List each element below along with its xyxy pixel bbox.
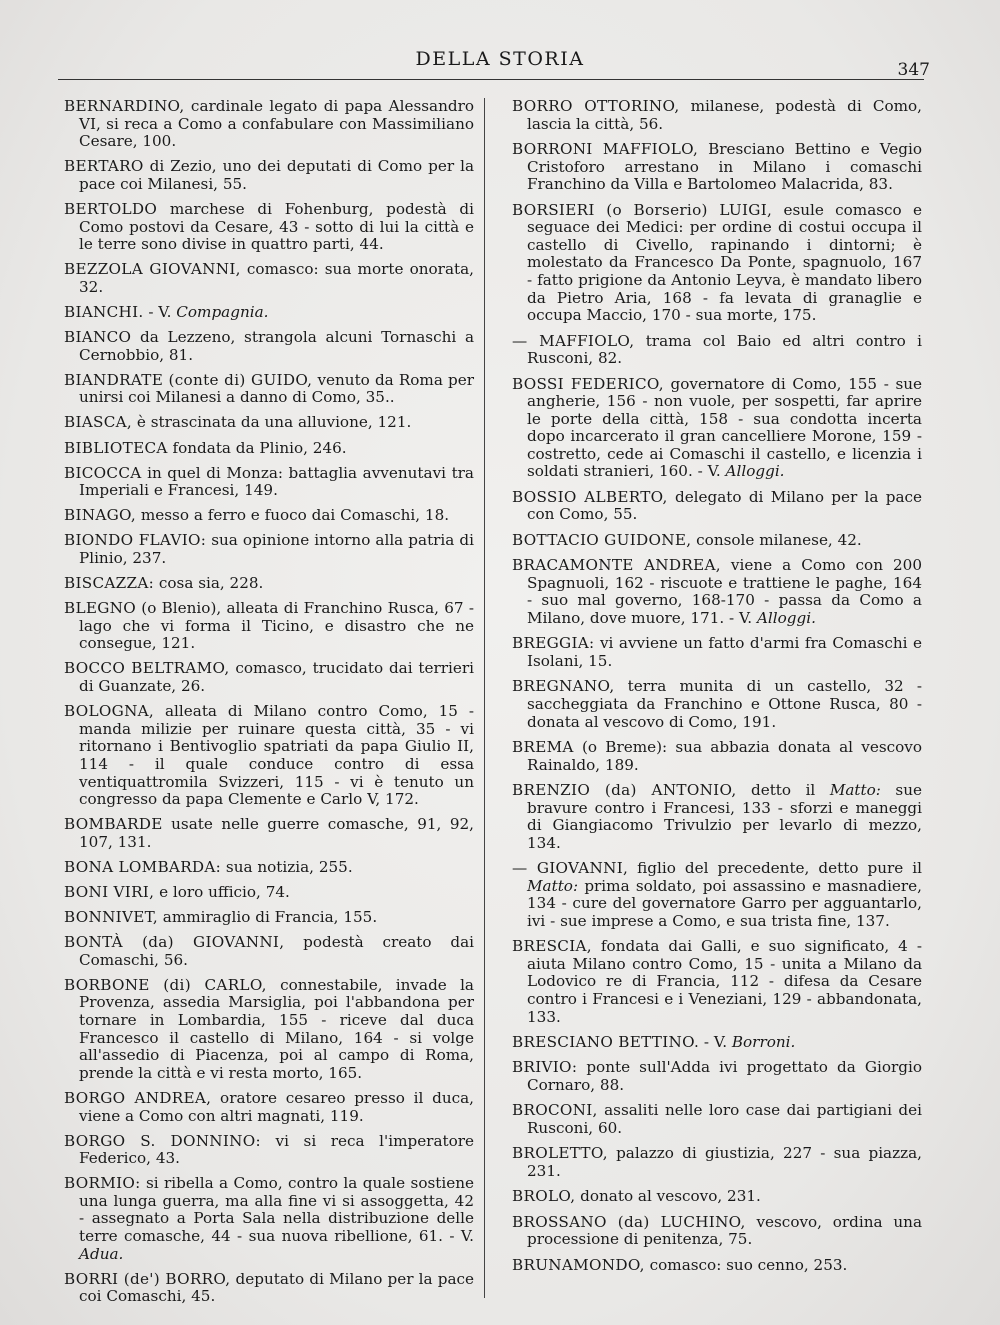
index-entry (512, 333, 922, 368)
page-number: 347 (897, 60, 930, 80)
index-entry (64, 414, 474, 432)
index-entry (64, 372, 474, 407)
index-entry (512, 98, 922, 133)
index-entry (64, 261, 474, 296)
index-entry (512, 1214, 922, 1249)
entry-headword: BIASCA, (64, 413, 133, 432)
entry-text: alleata di Milano contro Como, 15 - manda milizie per ruinare questa città, 35 - vi ritornano i Bentivoglio spatriati da papa Giulio II, 114 - il quale conduce contro di essa ventiquattromila Svizzeri, 115 - vi è tenuto un congresso da papa Clemente e Carlo V, 172. (79, 702, 474, 809)
entry-headword: BROCONI, (512, 1101, 598, 1120)
entry-headword: BERTOLDO (64, 199, 158, 218)
index-entry (64, 440, 474, 458)
index-entry (512, 1257, 922, 1275)
entry-text: marchese di Fohenburg, podestà di Como postovi da Cesare, 43 - sotto di lui la città e le terre sono divise in quattro parti, 44. (79, 199, 474, 254)
entry-headword: BRUNAMONDO, (512, 1255, 645, 1274)
index-entry (64, 329, 474, 364)
entry-text: (o Blenio), alleata di Franchino Rusca, 67 - lago che vi forma il Ticino, e disastro che ne consegue, 121. (79, 599, 474, 653)
index-entry (64, 977, 474, 1083)
entry-text: messo a ferro e fuoco dai Comaschi, 18. (136, 506, 450, 525)
entry-text: oratore cesareo presso il duca, viene a Como con altri magnati, 119. (79, 1088, 474, 1125)
entry-text: comasco: suo cenno, 253. (644, 1255, 848, 1274)
entry-headword: BORSIERI (o Borserio) LUIGI, (512, 200, 773, 219)
index-column-right (512, 98, 922, 1282)
entry-text: comasco, trucidato dai terrieri di Guanzate, 26. (79, 659, 474, 696)
entry-text: deputato di Milano per la pace coi Comaschi, 45. (79, 1269, 474, 1306)
index-entry (512, 1034, 922, 1052)
entry-text: sua notizia, 255. (221, 857, 353, 876)
entry-text: esule comasco e seguace dei Medici: per ordine di costui occupa il castello di Civello, rapinando i dintorni; è molestato da Francesco Da Ponte, spagnuolo, 167 - fatto prigione da Antonio Leyva, è mandato libero da Pietro Aria, 168 - fa levata di granaglie e occupa Maccio, 170 - sua morte, 175. (527, 200, 922, 325)
entry-headword: BERTARO (64, 157, 144, 176)
entry-text: detto il (736, 780, 830, 799)
index-entry (64, 1271, 474, 1306)
index-entry (64, 884, 474, 902)
entry-text: venuto da Roma per unirsi coi Milanesi a danno di Como, 35.. (79, 370, 474, 407)
entry-text: fondata dai Galli, e suo significato, 4 - aiuta Milano contro Como, 15 - unita a Milano da Lodovico re di Francia, 112 - difesa da Cesare contro i Francesi e i Veneziani, 129 - abbandonata, 133. (527, 937, 922, 1026)
index-entry (512, 1145, 922, 1180)
entry-headword: BORRI (de') BORRO, (64, 1269, 231, 1288)
index-entry (64, 816, 474, 851)
entry-text: console milanese, 42. (691, 530, 862, 549)
entry-headword: BORGO S. DONNINO: (64, 1131, 261, 1150)
index-entry (512, 202, 922, 325)
entry-headword: BIANCHI. (64, 302, 144, 321)
entry-text: cardinale legato di papa Alessandro VI, si reca a Como a confabulare con Massimiliano Cesare, 100. (79, 97, 474, 151)
column-divider (484, 98, 485, 1298)
entry-headword: BOCCO BELTRAMO, (64, 659, 230, 678)
entry-text: figlio del precedente, detto pure il (628, 859, 922, 878)
index-entry (64, 507, 474, 525)
entry-headword: — GIOVANNI, (512, 859, 629, 878)
entry-text: comasco: sua morte onorata, 32. (79, 260, 474, 296)
entry-headword: BIONDO FLAVIO: (64, 531, 207, 550)
index-entry (64, 1175, 474, 1263)
entry-text: si ribella a Como, contro la quale sostiene una lunga guerra, ma alla fine vi si assoggetta, 42 - assegnato a Porta Sala nella distribuzione delle terre comasche, 44 - sua nuova ribellione, 61. - V. (79, 1174, 474, 1246)
entry-headword: BROLO, (512, 1187, 576, 1206)
index-entry (512, 678, 922, 731)
index-entry (64, 532, 474, 567)
entry-text: assaliti nelle loro case dai partigiani dei Rusconi, 60. (527, 1101, 922, 1138)
entry-headword: BREGNANO, (512, 677, 615, 696)
entry-text: Bresciano Bettino e Vegio Cristoforo arrestano in Milano i comaschi Franchino da Villa e Bartolomeo Malacrida, 83. (527, 139, 922, 194)
entry-headword: BRACAMONTE ANDREA, (512, 556, 721, 575)
index-entry (512, 141, 922, 194)
entry-text: vescovo, ordina una processione di penitenza, 75. (527, 1212, 922, 1249)
entry-headword: BOSSI FEDERICO, (512, 374, 664, 393)
index-entry (512, 739, 922, 774)
entry-text: vi avviene un fatto d'armi fra Comaschi e Isolani, 15. (527, 634, 922, 670)
entry-text: palazzo di giustizia, 227 - sua piazza, 231. (527, 1144, 922, 1181)
index-entry (64, 98, 474, 151)
entry-text: podestà creato dai Comaschi, 56. (79, 933, 475, 969)
entry-headword: BERNARDINO, (64, 97, 185, 115)
index-entry (64, 304, 474, 322)
entry-cross-reference: Compagnia. (176, 302, 269, 321)
entry-headword: BROSSANO (da) LUCHINO, (512, 1212, 746, 1231)
entry-headword: BORRONI MAFFIOLO, (512, 139, 699, 158)
entry-text: terra munita di un castello, 32 - saccheggiata da Franchino e Ottone Rusca, 80 - donata al vescovo di Como, 191. (527, 677, 922, 731)
entry-headword: BREMA (512, 737, 574, 756)
entry-text: trama col Baio ed altri contro i Rusconi, 82. (527, 331, 922, 368)
entry-headword: BOMBARDE (64, 815, 163, 834)
index-entry (512, 782, 922, 852)
entry-headword: BRESCIANO BETTINO. (512, 1033, 700, 1052)
entry-headword: BROLETTO, (512, 1144, 608, 1163)
entry-text: donato al vescovo, 231. (575, 1187, 761, 1206)
entry-cross-reference: Adua. (79, 1244, 124, 1263)
entry-headword: BIBLIOTECA (64, 438, 168, 457)
entry-text: delegato di Milano per la pace con Como, 55. (527, 487, 922, 524)
entry-text: sua opinione intorno alla patria di Plinio, 237. (79, 531, 474, 567)
entry-headword: BEZZOLA GIOVANNI, (64, 260, 241, 279)
index-entry (64, 660, 474, 695)
entry-headword: BORRO OTTORINO, (512, 97, 680, 115)
entry-headword: BORGO ANDREA, (64, 1088, 212, 1107)
index-entry (512, 376, 922, 482)
entry-cross-reference: Matto: (829, 780, 881, 799)
index-entry (64, 575, 474, 593)
entry-headword: BICOCCA (64, 463, 142, 482)
index-entry (64, 703, 474, 809)
running-title: DELLA STORIA (415, 48, 585, 70)
entry-headword: BRESCIA, (512, 937, 592, 956)
entry-headword: BREGGIA: (512, 634, 595, 653)
index-entry (512, 635, 922, 670)
entry-text: (o Breme): sua abbazia donata al vescovo Rainaldo, 189. (527, 737, 922, 774)
entry-headword: BRENZIO (da) ANTONIO, (512, 780, 737, 799)
index-entry (64, 859, 474, 877)
entry-cross-reference: Alloggi. (756, 609, 816, 628)
entry-text: milanese, podestà di Como, lascia la città, 56. (527, 97, 922, 133)
entry-headword: BINAGO, (64, 506, 137, 525)
index-column-left (64, 98, 474, 1313)
entry-headword: BISCAZZA: (64, 574, 155, 593)
entry-headword: BOSSIO ALBERTO, (512, 487, 668, 506)
entry-text: e loro ufficio, 74. (154, 882, 290, 901)
index-entry (512, 1102, 922, 1137)
index-entry (64, 465, 474, 500)
index-entry (64, 934, 474, 969)
entry-headword: — MAFFIOLO, (512, 331, 635, 350)
entry-headword: BLEGNO (64, 599, 137, 618)
entry-text: sue bravure contro i Francesi, 133 - sforzi e maneggi di Giangiacomo Trivulzio per levarlo di mezzo, 134. (527, 780, 922, 852)
index-entry (64, 201, 474, 254)
entry-cross-reference: Alloggi. (725, 462, 785, 481)
entry-headword: BRIVIO: (512, 1058, 578, 1077)
entry-headword: BOLOGNA, (64, 702, 155, 721)
index-entry (512, 1059, 922, 1094)
entry-headword: BORMIO: (64, 1174, 141, 1193)
entry-text: vi si reca l'imperatore Federico, 43. (79, 1131, 474, 1168)
entry-text: ponte sull'Adda ivi progettato da Giorgio Cornaro, 88. (527, 1058, 922, 1095)
index-entry (512, 938, 922, 1026)
entry-text: connestabile, invade la Provenza, assedia Marsiglia, poi l'abbandona per tornare in Lombardia, 155 - riceve dal duca Francesco il castello di Milano, 164 - si volge all'assedio di Piacenza, poi al campo di Roma, prende la città e vi resta morto, 165. (79, 975, 474, 1082)
entry-text: viene a Como con 200 Spagnuoli, 162 - riscuote e trattiene le paghe, 164 - suo mal governo, 168-170 - passa da Como a Milano, dove muore, 171. - V. (527, 556, 923, 628)
index-entry (64, 1090, 474, 1125)
header-rule (58, 79, 924, 80)
index-entry (512, 532, 922, 550)
entry-headword: BORBONE (di) CARLO, (64, 975, 267, 994)
entry-cross-reference: Matto: (527, 876, 579, 895)
index-entry (64, 158, 474, 193)
entry-headword: BONI VIRI, (64, 882, 155, 901)
entry-text: fondata da Plinio, 246. (167, 438, 347, 457)
entry-headword: BIANCO (64, 328, 132, 347)
index-entry (64, 600, 474, 653)
index-entry (512, 860, 922, 930)
entry-text: prima soldato, poi assassino e masnadiere, 134 - cure del governatore Garro per agguantarlo, ivi - sue imprese a Como, e sua trista fine, 137. (527, 876, 922, 930)
entry-text: cosa sia, 228. (154, 574, 264, 593)
entry-cross-reference: Borroni. (731, 1033, 796, 1052)
index-entry (512, 1188, 922, 1206)
index-entry (512, 557, 922, 627)
index-entry (64, 909, 474, 927)
entry-headword: BONNIVET, (64, 908, 158, 927)
entry-text: governatore di Como, 155 - sue angherie, 156 - non vuole, per sospetti, far aprire le porte della città, 158 - sua condotta incerta dopo incarcerato il gran cancelliere Morone, 159 - costretto, cede ai Comaschi il castello, e licenzia i soldati stranieri, 160. - V. (527, 374, 923, 481)
entry-text: da Lezzeno, strangola alcuni Tornaschi a Cernobbio, 81. (79, 328, 474, 364)
entry-headword: BONTÀ (da) GIOVANNI, (64, 933, 285, 952)
entry-text: di Zezio, uno dei deputati di Como per la pace coi Milanesi, 55. (79, 157, 474, 193)
entry-text: - V. (699, 1033, 732, 1052)
index-entry (64, 1133, 474, 1168)
entry-headword: BONA LOMBARDA: (64, 857, 222, 876)
entry-headword: BIANDRATE (conte di) GUIDO, (64, 370, 313, 389)
entry-text: - V. (143, 302, 177, 321)
index-entry (512, 489, 922, 524)
entry-headword: BOTTACIO GUIDONE, (512, 530, 692, 549)
entry-text: è strascinata da una alluvione, 121. (132, 413, 412, 432)
entry-text: usate nelle guerre comasche, 91, 92, 107, 131. (79, 815, 474, 851)
entry-text: ammiraglio di Francia, 155. (157, 908, 378, 927)
entry-text: in quel di Monza: battaglia avvenutavi tra Imperiali e Francesi, 149. (79, 463, 474, 500)
